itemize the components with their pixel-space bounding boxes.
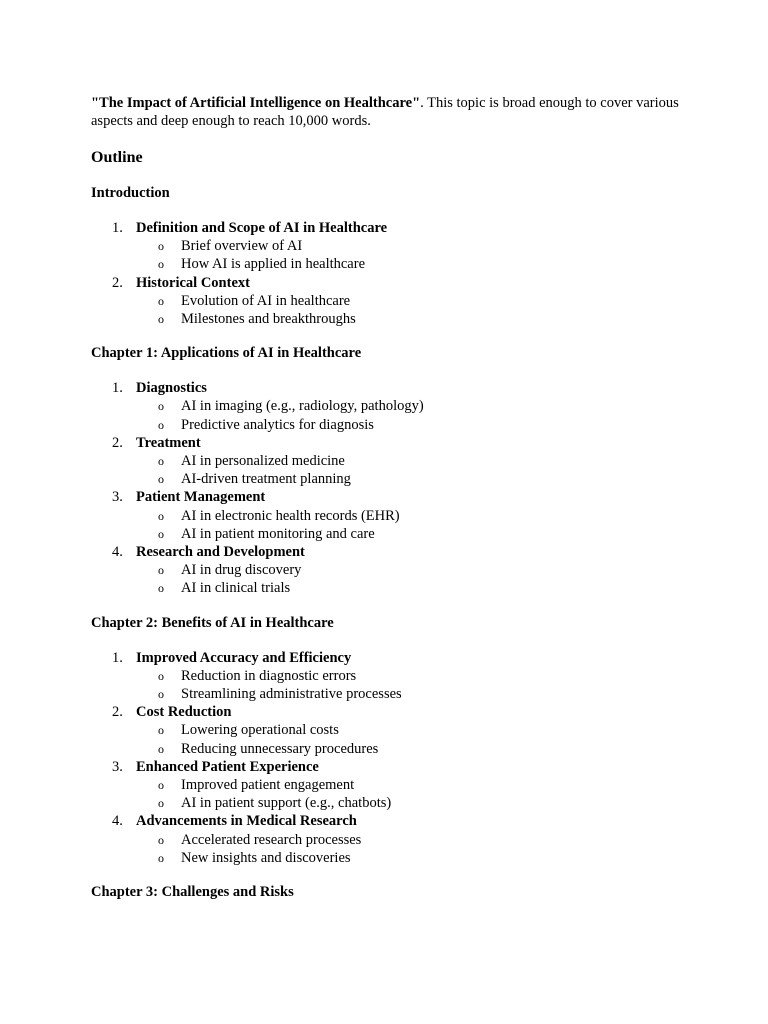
sub-list xyxy=(136,667,691,703)
item-number: 1. xyxy=(112,649,123,666)
numbered-list xyxy=(91,219,691,328)
section-heading: Chapter 1: Applications of AI in Healthcare xyxy=(91,345,362,362)
circle-bullet-icon: o xyxy=(158,687,164,702)
list-item xyxy=(91,379,691,434)
sub-item-text: AI in patient monitoring and care xyxy=(181,525,375,542)
sub-item-text: Reducing unnecessary procedures xyxy=(181,740,379,757)
sub-list-item xyxy=(136,794,691,812)
sub-list-item xyxy=(136,397,691,415)
sub-list-item xyxy=(136,849,691,867)
sub-list-item xyxy=(136,525,691,543)
section-heading: Chapter 2: Benefits of AI in Healthcare xyxy=(91,614,334,631)
circle-bullet-icon: o xyxy=(158,257,164,272)
numbered-list xyxy=(91,649,691,867)
circle-bullet-icon: o xyxy=(158,312,164,327)
circle-bullet-icon: o xyxy=(158,832,164,847)
list-item xyxy=(91,703,691,758)
sub-list xyxy=(136,237,691,273)
sub-list xyxy=(136,831,691,867)
item-title: Enhanced Patient Experience xyxy=(136,758,319,775)
sub-list xyxy=(136,452,691,488)
circle-bullet-icon: o xyxy=(158,399,164,414)
list-item xyxy=(91,649,691,704)
list-item xyxy=(91,758,691,813)
item-title: Cost Reduction xyxy=(136,704,232,721)
sub-list xyxy=(136,292,691,328)
item-title: Research and Development xyxy=(136,544,305,561)
section-heading: Chapter 3: Challenges and Risks xyxy=(91,884,294,901)
circle-bullet-icon: o xyxy=(158,581,164,596)
circle-bullet-icon: o xyxy=(158,563,164,578)
list-item xyxy=(91,219,691,274)
sub-item-text: How AI is applied in healthcare xyxy=(181,256,366,273)
circle-bullet-icon: o xyxy=(158,239,164,254)
sub-item-text: Streamlining administrative processes xyxy=(181,686,402,703)
item-number: 1. xyxy=(112,220,123,236)
circle-bullet-icon: o xyxy=(158,454,164,469)
sub-item-text: AI in personalized medicine xyxy=(181,453,345,470)
item-title: Improved Accuracy and Efficiency xyxy=(136,649,352,666)
item-title: Definition and Scope of AI in Healthcare xyxy=(136,220,388,236)
circle-bullet-icon: o xyxy=(158,668,164,683)
document-page xyxy=(91,94,691,901)
circle-bullet-icon: o xyxy=(158,526,164,541)
intro-text: . This topic is broad enough to cover various aspects and deep enough to reach 10,000 words. xyxy=(91,95,679,129)
circle-bullet-icon: o xyxy=(158,741,164,756)
sub-list-item xyxy=(136,740,691,758)
sub-list-item xyxy=(136,292,691,310)
list-item xyxy=(91,488,691,543)
sub-list-item xyxy=(136,416,691,434)
sub-item-text: Predictive analytics for diagnosis xyxy=(181,416,374,433)
sub-list xyxy=(136,507,691,543)
item-number: 2. xyxy=(112,704,123,721)
item-title: Patient Management xyxy=(136,489,266,506)
sub-list-item xyxy=(136,452,691,470)
sub-item-text: AI in imaging (e.g., radiology, pathology) xyxy=(181,398,424,415)
item-number: 3. xyxy=(112,758,123,775)
sub-item-text: Improved patient engagement xyxy=(181,777,355,794)
intro-paragraph xyxy=(91,94,691,130)
sub-list-item xyxy=(136,667,691,685)
sub-item-text: AI in electronic health records (EHR) xyxy=(181,507,400,524)
sub-list-item xyxy=(136,579,691,597)
sub-list-item xyxy=(136,507,691,525)
sub-item-text: AI in patient support (e.g., chatbots) xyxy=(181,795,392,812)
sub-list-item xyxy=(136,776,691,794)
sub-item-text: Reduction in diagnostic errors xyxy=(181,667,357,684)
item-title: Diagnostics xyxy=(136,380,207,397)
sub-list-item xyxy=(136,831,691,849)
sub-list-item xyxy=(136,310,691,328)
list-item xyxy=(91,434,691,489)
item-number: 2. xyxy=(112,274,123,291)
sub-item-text: Milestones and breakthroughs xyxy=(181,311,356,328)
outline-heading: Outline xyxy=(91,149,143,166)
item-title: Advancements in Medical Research xyxy=(136,813,357,830)
circle-bullet-icon: o xyxy=(158,293,164,308)
circle-bullet-icon: o xyxy=(158,472,164,487)
sub-list xyxy=(136,721,691,757)
sub-list-item xyxy=(136,470,691,488)
circle-bullet-icon: o xyxy=(158,508,164,523)
item-number: 4. xyxy=(112,544,123,561)
circle-bullet-icon: o xyxy=(158,796,164,811)
circle-bullet-icon: o xyxy=(158,417,164,432)
topic-title: "The Impact of Artificial Intelligence on Healthcare" xyxy=(91,95,421,111)
sub-item-text: Lowering operational costs xyxy=(181,722,339,739)
outline-sections xyxy=(91,184,691,901)
circle-bullet-icon: o xyxy=(158,723,164,738)
item-number: 2. xyxy=(112,434,123,451)
item-title: Historical Context xyxy=(136,274,250,291)
list-item xyxy=(91,543,691,598)
list-item xyxy=(91,274,691,329)
circle-bullet-icon: o xyxy=(158,778,164,793)
sub-item-text: Brief overview of AI xyxy=(181,238,303,255)
section-heading: Introduction xyxy=(91,185,170,201)
item-title: Treatment xyxy=(136,434,201,451)
numbered-list xyxy=(91,379,691,597)
circle-bullet-icon: o xyxy=(158,850,164,865)
sub-item-text: Evolution of AI in healthcare xyxy=(181,292,351,309)
item-number: 4. xyxy=(112,813,123,830)
sub-item-text: AI in clinical trials xyxy=(181,580,291,597)
item-number: 1. xyxy=(112,380,123,397)
sub-list-item xyxy=(136,237,691,255)
sub-list-item xyxy=(136,561,691,579)
list-item xyxy=(91,812,691,867)
sub-item-text: Accelerated research processes xyxy=(181,831,362,848)
sub-list-item xyxy=(136,255,691,273)
sub-item-text: AI in drug discovery xyxy=(181,562,302,579)
sub-item-text: New insights and discoveries xyxy=(181,849,351,866)
sub-list-item xyxy=(136,685,691,703)
item-number: 3. xyxy=(112,489,123,506)
sub-list xyxy=(136,561,691,597)
sub-list xyxy=(136,397,691,433)
sub-list-item xyxy=(136,721,691,739)
sub-item-text: AI-driven treatment planning xyxy=(181,471,351,488)
sub-list xyxy=(136,776,691,812)
